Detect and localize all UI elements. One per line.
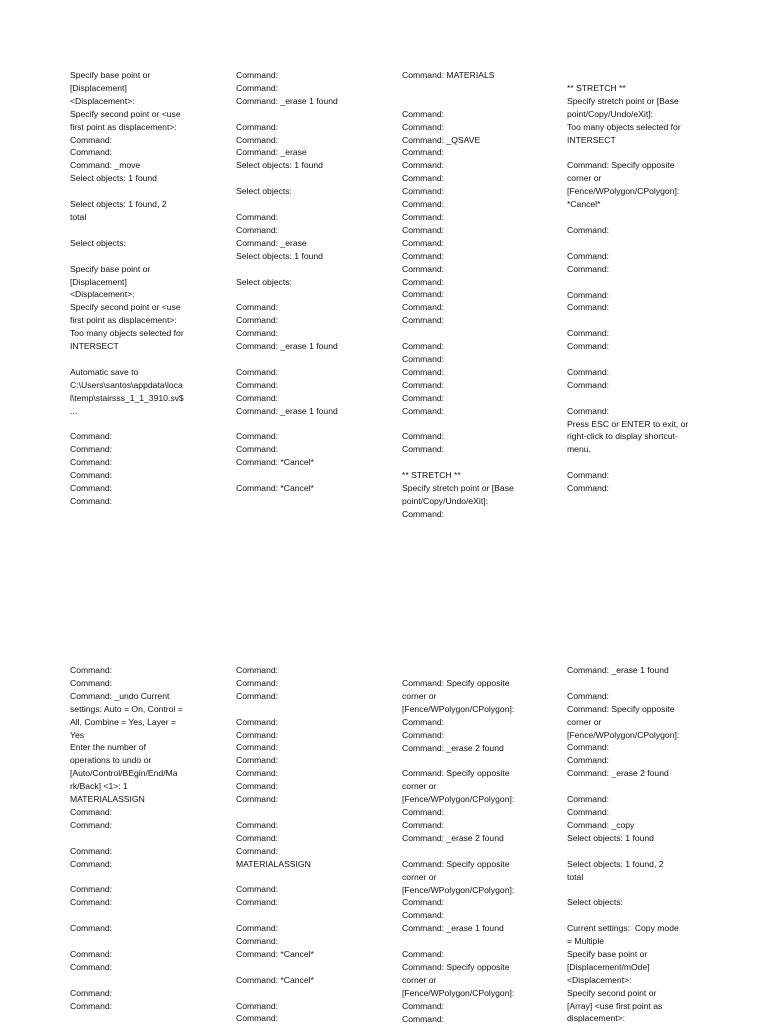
text-column-top-1: Specify base point or [Displacement] <Displacement>: Specify second point or <use first point as displacement>: Command: Command: Command: _move Select objects: 1 found Select objects: 1 found, 2 total Select objects: Specify base point or [Displacement] <Displacement>: Specify second point or <use first point as displacement>: Too many objects selected for INTERSECT Automatic save to C:\Users\santos\appdata\loca l\temp\stairsss_1_1_3910.sv$ ... Command: Command: Command: Command: Command: Command: — [70, 70, 184, 506]
text-column-top-4: ** STRETCH ** Specify stretch point or [Base point/Copy/Undo/eXit]: Too many objects selected for INTERSECT Command: Specify opposite corner or [Fence/WPolygon/CPolygon]: *Cancel* Command: Command: Command: Command: Command: Command: Command: Command: Command: Command: Press ESC or ENTER to exit, or right-click to display shortcut- menu. Command: Command: — [567, 83, 689, 494]
text-column-bottom-4: Command: _erase 1 found Command: Command: Specify opposite corner or [Fence/WPolygon/CPolygon]: Command: Command: Command: _erase 2 found Command: Command: Command: _copy Select objects: 1 found Select objects: 1 found, 2 total Select objects: Current settings: Copy mode = Multiple Specify base point or [Displacement/mOde] <Displacement>: Specify second point or [Array] <use first point as displacement>: — [567, 665, 680, 1024]
text-column-bottom-2: Command: Command: Command: Command: Command: Command: Command: Command: Command: Command: Command: Command: Command: MATERIALASSIGN Command: Command: Command: Command: Command: *Cancel* Command: *Cancel* Command: Command: — [236, 665, 314, 1024]
text-column-top-3: Command: MATERIALS Command: Command: Command: _QSAVE Command: Command: Command: Command: Command: Command: Command: Command: Command: Command: Command: Command: Command: Command: Command: Command: Command: Command: Command: Command: Command: Command: ** STRETCH ** Specify stretch point or [Base point/Copy/Undo/eXit]: Command: — [402, 70, 514, 519]
text-column-bottom-1: Command: Command: Command: _undo Current settings: Auto = On, Control = All, Combine = Yes, Layer = Yes Enter the number of operations to undo or [Auto/Control/BEgin/End/Ma rk/Back] <1>: 1 MATERIALASSIGN Command: Command: Command: Command: Command: Command: Command: Command: Command: Command: Command: — [70, 665, 183, 1011]
text-column-top-2: Command: Command: Command: _erase 1 found Command: Command: Command: _erase Select objects: 1 found Select objects: Command: Command: Command: _erase Select objects: 1 found Select objects: Command: Command: Command: Command: _erase 1 found Command: Command: Command: Command: _erase 1 found Command: Command: Command: *Cancel* Command: *Cancel* — [236, 70, 338, 493]
text-column-bottom-3: Command: Specify opposite corner or [Fence/WPolygon/CPolygon]: Command: Command: Command: _erase 2 found Command: Specify opposite corner or [Fence/WPolygon/CPolygon]: Command: Command: Command: _erase 2 found Command: Specify opposite corner or [Fence/WPolygon/CPolygon]: Command: Command: Command: _erase 1 found Command: Command: Specify opposite corner or [Fence/WPolygon/CPolygon]: Command: Command: — [402, 678, 515, 1024]
